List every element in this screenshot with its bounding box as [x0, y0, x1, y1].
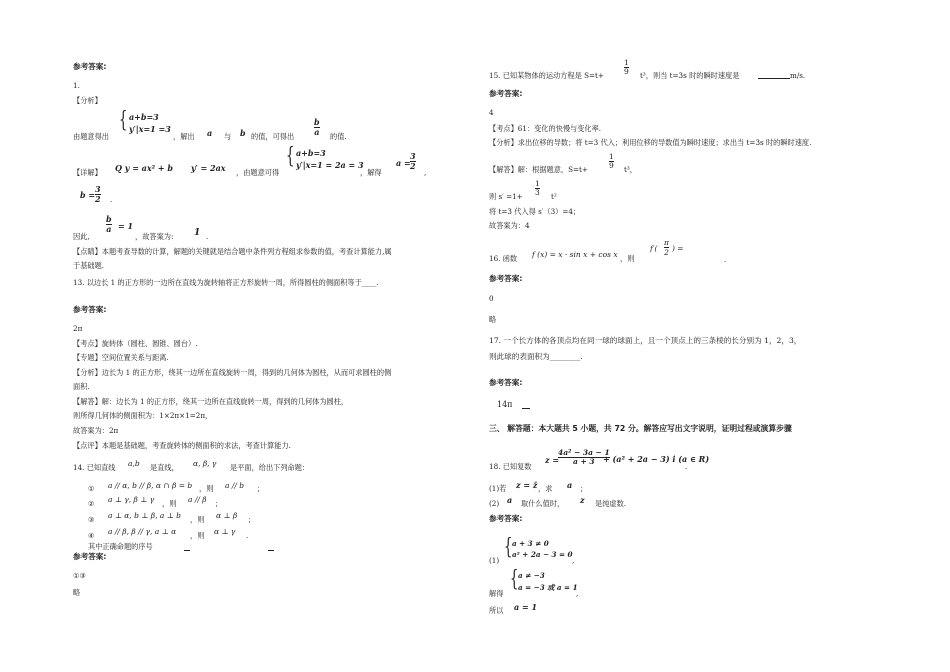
punctuation: ,: [572, 556, 575, 565]
analysis-text: 与: [224, 132, 232, 141]
equation: a ≠ −3: [518, 571, 545, 580]
punctuation: .: [685, 462, 688, 471]
solution-line: 【解答】解：边长为 1 的正方形，绕其一边所在直线旋转一周，得到的几何体为圆柱，: [73, 397, 349, 406]
proposition-result: a // β: [188, 495, 207, 504]
equation: b =: [80, 190, 96, 200]
final-answer: a = 1: [514, 602, 538, 612]
part-2: (2): [489, 499, 500, 508]
system-brace: {: [286, 144, 295, 169]
punctuation: ；: [215, 499, 223, 508]
proposition-condition: a // α, b // β, α ∩ β = b: [108, 481, 193, 490]
answer-value: 2π: [73, 324, 83, 333]
answer-blank: [184, 550, 190, 551]
answer-blank: [522, 408, 530, 409]
answer-blank: [758, 78, 790, 79]
analysis-text: 的值.: [330, 132, 347, 141]
solution-line: t³，: [624, 165, 637, 174]
answer-heading: 参考答案:: [73, 62, 107, 71]
question-17: 17. 一个长方体的各顶点均在同一球的球面上，且一个顶点上的三条棱的长分别为 1，2，3，: [489, 336, 802, 345]
equation: a² + 2a − 3 = 0: [512, 550, 573, 559]
solution-line: 【考点】旋转体（圆柱、圆锥、圆台）.: [73, 339, 198, 348]
part-2: 取什么值时，: [521, 499, 565, 508]
omitted-note: 略: [489, 315, 497, 324]
fraction: π 2: [664, 238, 669, 257]
equation: = 1: [118, 221, 134, 231]
conclusion-text: 所以: [489, 606, 504, 615]
fraction: 3 2: [410, 151, 416, 171]
analysis-text: 由题意得出: [73, 132, 109, 141]
fraction: 1 9: [609, 152, 614, 170]
therefore-text: 因此,: [73, 232, 90, 241]
question-14: 14. 已知直线: [73, 463, 116, 472]
answer-value: 1: [194, 228, 201, 238]
punctuation: ；: [248, 515, 256, 524]
solution-line: 【专题】空间位置关系与距离.: [73, 353, 169, 362]
answer-heading: 参考答案:: [73, 305, 107, 314]
equals-sign: ) =: [672, 244, 684, 253]
fraction: b a: [314, 117, 320, 137]
part-1: ，求: [538, 484, 553, 493]
analysis-text: ，解出: [173, 132, 195, 141]
solution-line: 【分析】求出位移的导数；将 t=3 代入；利用位移的导数值为瞬时速度；求出当 t=3s 时的瞬时速度.: [489, 138, 812, 147]
derivative-label: f′(: [650, 244, 658, 253]
punctuation: .: [724, 255, 727, 264]
solution-line: 【考点】61：变化的快慢与变化率.: [489, 124, 602, 133]
answer-value: 4: [489, 108, 494, 117]
solution-line: t²: [551, 192, 557, 201]
equation: y′|x=1 = 2a = 3: [296, 160, 364, 170]
question-15: t³，则当 t=3s 时的瞬时速度是: [640, 71, 740, 80]
comment-text: 【点睛】本题考查导数的计算，解题的关键就是结合题中条件列方程组求参数的值，考查计算能力,属: [73, 247, 392, 256]
solution-line: 则 s′ =1+: [489, 192, 523, 201]
punctuation: .: [110, 195, 113, 204]
variable: a: [567, 480, 573, 490]
answer-heading: 参考答案:: [73, 552, 107, 561]
solution-line: 【解答】解：根据题意，S=t+: [489, 165, 588, 174]
equation: a = −3 或 a = 1: [518, 583, 578, 592]
variable: z: [580, 495, 585, 505]
answer-heading: 参考答案:: [489, 274, 523, 283]
detail-text: ，由题意可得: [236, 168, 280, 177]
proposition-condition: a // β, β // γ, a ⊥ α: [108, 527, 177, 536]
question-15: 15. 已知某物体的运动方程是 S=t+: [489, 71, 604, 80]
fraction: 3 2: [95, 184, 101, 204]
proposition-number: ④: [88, 531, 95, 540]
part-1: (1)若: [489, 484, 507, 493]
proposition-result: α ⊥ β: [216, 511, 238, 520]
punctuation: .: [246, 531, 249, 540]
part-1-label: (1): [489, 556, 500, 565]
answer-value: 14π: [497, 400, 513, 409]
proposition-condition: a ⊥ γ, β ⊥ γ: [108, 495, 155, 504]
system-brace: {: [510, 567, 519, 592]
equation: a =: [396, 158, 411, 168]
proposition-result: a // b: [225, 481, 245, 490]
question-number: 1.: [73, 81, 80, 90]
system-brace: {: [119, 108, 128, 133]
proposition-then: ，则: [190, 515, 205, 524]
answer-blank: [268, 550, 274, 551]
punctuation: ,: [576, 589, 579, 598]
equation: y′|x=1 =3: [129, 124, 171, 134]
proposition-then: ，则: [199, 484, 214, 493]
fraction: 4a² − 3a − 1 a + 3: [558, 448, 610, 466]
comment-text: 于基础题.: [73, 261, 105, 270]
proposition-number: ②: [88, 499, 95, 508]
solution-line: 将 t=3 代入得 s′（3）=4；: [489, 207, 581, 216]
proposition-then: ，则: [190, 531, 205, 540]
answer-value: ①③: [73, 571, 86, 580]
punctuation: ,: [424, 168, 427, 177]
equation: Q y = ax² + b: [115, 163, 173, 173]
equation: a+b=3: [129, 112, 159, 122]
question-17: 则此球的表面积为________.: [489, 352, 583, 361]
variable: α, β, γ: [193, 459, 217, 468]
question-16: 16. 函数: [489, 254, 518, 263]
proposition-then: ，则: [162, 499, 177, 508]
unit-text: m/s.: [790, 71, 806, 80]
question-18: 18. 已知复数: [489, 462, 532, 471]
variable: a: [507, 495, 513, 505]
solve-label: 解得: [489, 589, 504, 598]
fraction: 1 3: [535, 179, 540, 197]
proposition-number: ③: [88, 515, 95, 524]
answer-heading: 参考答案:: [489, 514, 523, 523]
punctuation: .: [206, 232, 209, 241]
solution-line: 【点评】本题是基础题，考查旋转体的侧面积的求法，考查计算能力.: [73, 441, 291, 450]
analysis-text: 的值，可得出: [251, 132, 295, 141]
punctuation: ；: [580, 484, 588, 493]
variable: b: [240, 128, 246, 138]
answer-heading: 参考答案:: [489, 89, 523, 98]
fraction: 1 9: [624, 58, 629, 76]
fraction: b a: [106, 214, 112, 234]
punctuation: ；: [257, 484, 265, 493]
equation: z = z̄: [516, 480, 538, 490]
question-14-prompt: 其中正确命题的序号: [88, 542, 153, 551]
function-expression: f (x) = x · sin x + cos x: [532, 250, 618, 259]
solution-line: 面积.: [73, 382, 90, 391]
detail-tag: 【详解】: [73, 168, 102, 177]
answer-text: ，故答案为:: [135, 232, 174, 241]
section-heading: 三、 解答题：本大题共 5 小题，共 72 分。解答应写出文字说明，证明过程或演算步骤: [489, 424, 792, 433]
question-13: 13. 以边长 1 的正方形的一边所在直线为旋转轴将正方形旋转一周，所得圆柱的侧面积等于____.: [73, 278, 379, 287]
analysis-tag: 【分析】: [73, 96, 102, 105]
proposition-number: ①: [88, 484, 95, 493]
solution-line: 故答案为：4: [489, 221, 530, 230]
proposition-result: α ⊥ γ: [214, 527, 236, 536]
variable: a,b: [128, 459, 140, 468]
question-14: 是平面，给出下列命题：: [230, 463, 310, 472]
variable: a: [207, 128, 213, 138]
solution-line: 则所得几何体的侧面积为：1×2π×1=2π，: [73, 411, 213, 420]
equation: + (a² + 2a − 3) i (a ∈ R): [603, 454, 710, 464]
equation: z =: [545, 455, 560, 465]
equation: y′ = 2ax: [191, 163, 226, 173]
proposition-condition: a ⊥ α, b ⊥ β, a ⊥ b: [108, 511, 181, 520]
solution-line: 故答案为：2π: [73, 426, 119, 435]
solution-line: 【分析】边长为 1 的正方形，绕其一边所在直线旋转一周，得到的几何体为圆柱，从而可求圆柱的侧: [73, 368, 392, 377]
question-16: ，则: [620, 254, 635, 263]
question-14: 是直线，: [150, 463, 179, 472]
system-brace: {: [504, 535, 513, 560]
equation: a+b=3: [296, 148, 326, 158]
detail-text: ，解得: [360, 168, 382, 177]
answer-heading: 参考答案:: [489, 378, 523, 387]
equation: a + 3 ≠ 0: [512, 539, 549, 548]
omitted-note: 略: [73, 588, 81, 597]
answer-value: 0: [489, 294, 494, 303]
part-2: 是纯虚数.: [595, 499, 627, 508]
